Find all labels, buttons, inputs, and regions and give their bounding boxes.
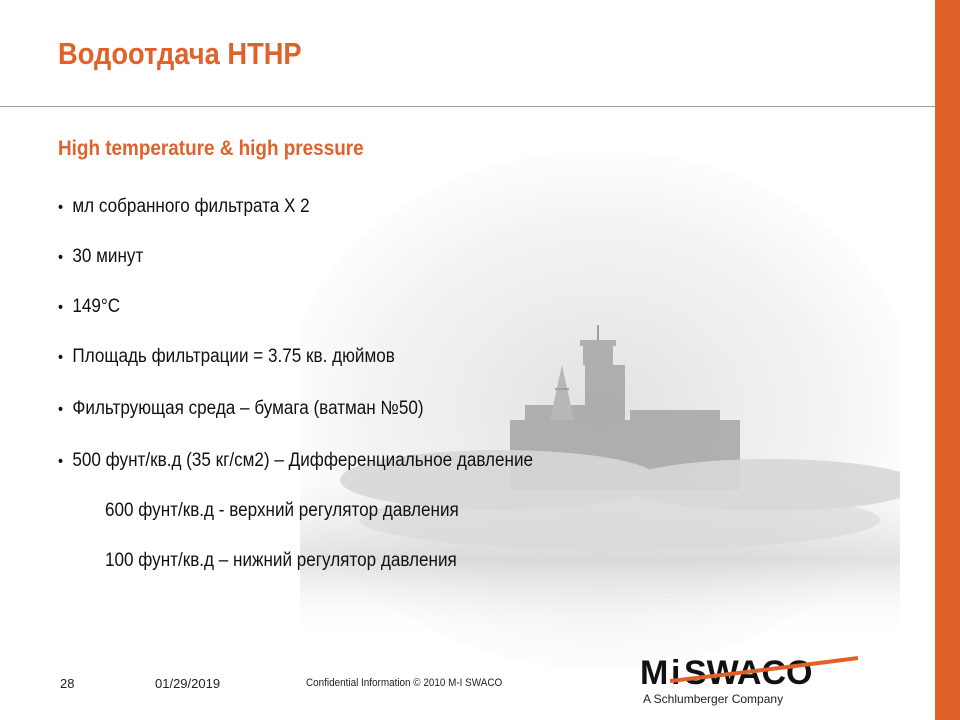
bullet-item [58, 346, 395, 368]
sub-line: 100 фунт/кв.д – нижний регулятор давления [105, 550, 457, 571]
bullet-dot-icon: • [58, 401, 64, 418]
bullet-dot-icon: • [58, 299, 64, 316]
svg-text:i: i [671, 654, 681, 690]
bullet-text: 30 минут [72, 246, 144, 267]
logo-wordmark-graphic [640, 654, 865, 690]
bullet-dot-icon: • [58, 249, 64, 266]
company-logo [640, 654, 865, 709]
bullet-text: 149°С [72, 296, 121, 317]
bullet-text: мл собранного фильтрата Х 2 [72, 196, 310, 217]
page-number: 28 [60, 676, 75, 691]
logo-tagline: A Schlumberger Company [643, 692, 784, 706]
bullet-dot-icon: • [58, 199, 64, 216]
bullet-text: Площадь фильтрации = 3.75 кв. дюймов [72, 346, 395, 367]
svg-text:SWACO: SWACO [684, 654, 813, 690]
bullet-item [58, 450, 533, 472]
accent-sidebar-bar [935, 0, 960, 720]
slide-title: Водоотдача НТНР [58, 36, 302, 71]
bullet-item [58, 246, 143, 268]
bullet-text: Фильтрующая среда – бумага (ватман №50) [72, 398, 424, 419]
footer-date: 01/29/2019 [155, 676, 221, 691]
bullet-item [58, 296, 120, 318]
sub-line: 600 фунт/кв.д - верхний регулятор давления [105, 500, 459, 521]
title-divider [0, 106, 935, 107]
footer-confidential: Confidential Information © 2010 M-I SWACO [306, 677, 503, 689]
slide-subtitle: High temperature & high pressure [58, 137, 364, 160]
svg-text:M: M [640, 654, 669, 690]
bullet-dot-icon: • [58, 453, 64, 470]
bullet-item [58, 196, 310, 218]
bullet-item [58, 398, 424, 420]
bullet-dot-icon: • [58, 349, 64, 366]
bullet-text: 500 фунт/кв.д (35 кг/см2) – Дифференциальное давление [72, 450, 534, 471]
